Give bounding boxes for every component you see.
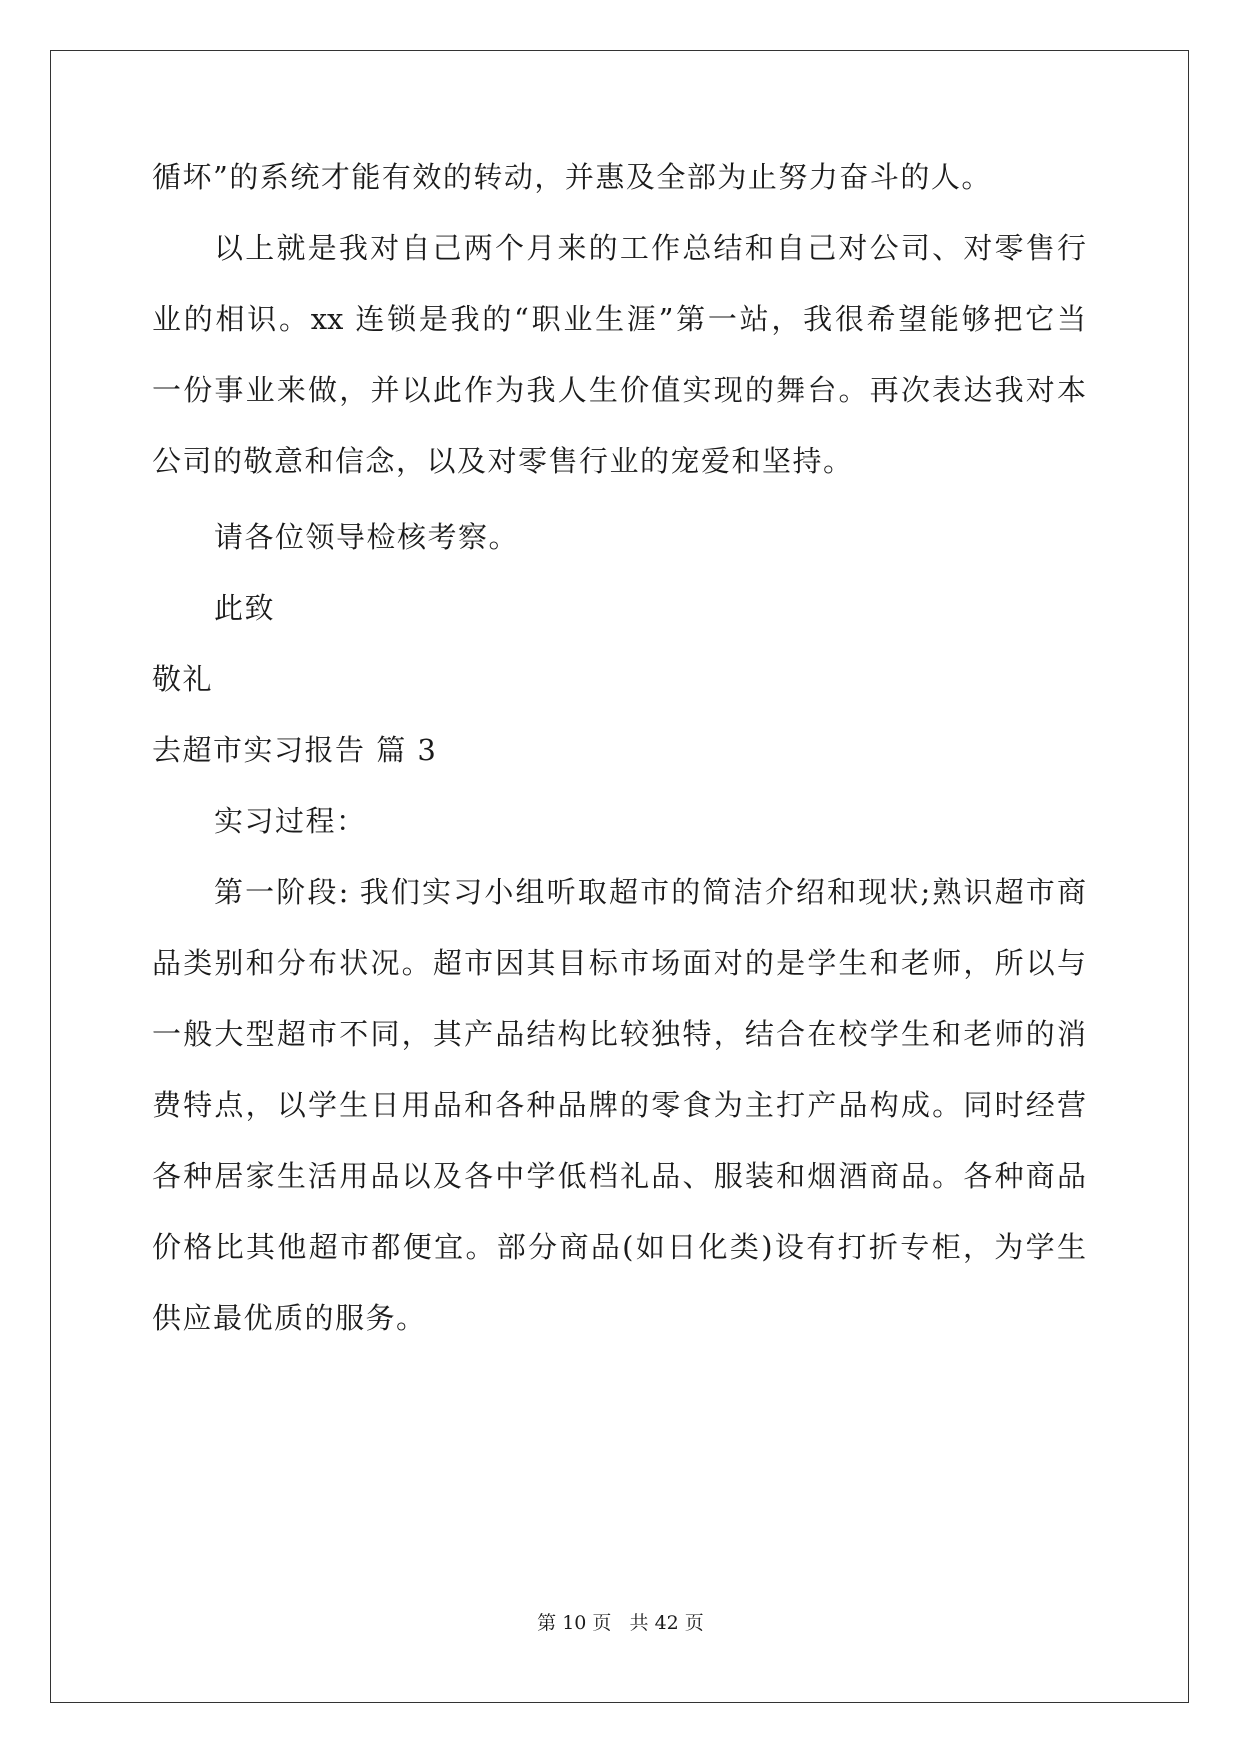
subsection-heading: 实习过程： xyxy=(214,804,367,838)
paragraph-line: 第一阶段: 我们实习小组听取超市的简洁介绍和现状;熟识超市商 xyxy=(214,875,1086,909)
page-number-label: 第 10 页 共 42 页 xyxy=(537,1612,704,1634)
section-heading: 去超市实习报告 篇 3 xyxy=(152,733,438,767)
body-line: 品类别和分布状况。超市因其目标市场面对的是学生和老师，所以与 xyxy=(152,946,1086,980)
body-line: 公司的敬意和信念，以及对零售行业的宠爱和坚持。 xyxy=(152,444,854,478)
body-line: 价格比其他超市都便宜。部分商品(如日化类)设有打折专柜，为学生 xyxy=(152,1230,1086,1264)
closing-salutation: 此致 xyxy=(214,591,276,625)
instruction-line: 请各位领导检核考察。 xyxy=(214,520,520,554)
body-line: 一般大型超市不同，其产品结构比较独特，结合在校学生和老师的消 xyxy=(152,1017,1086,1051)
body-line: 一份事业来做，并以此作为我人生价值实现的舞台。再次表达我对本 xyxy=(152,373,1086,407)
body-line: 循坏”的系统才能有效的转动，并惠及全部为止努力奋斗的人。 xyxy=(152,160,992,194)
closing-regards: 敬礼 xyxy=(152,662,214,696)
body-line: 业的相识。xx 连锁是我的“职业生涯”第一站，我很希望能够把它当 xyxy=(152,302,1086,336)
page-footer xyxy=(0,1611,1241,1635)
body-line: 各种居家生活用品以及各中学低档礼品、服装和烟酒商品。各种商品 xyxy=(152,1159,1086,1193)
body-line: 费特点，以学生日用品和各种品牌的零食为主打产品构成。同时经营 xyxy=(152,1088,1086,1122)
body-line: 供应最优质的服务。 xyxy=(152,1301,427,1335)
paragraph-line: 以上就是我对自己两个月来的工作总结和自己对公司、对零售行 xyxy=(214,231,1086,265)
